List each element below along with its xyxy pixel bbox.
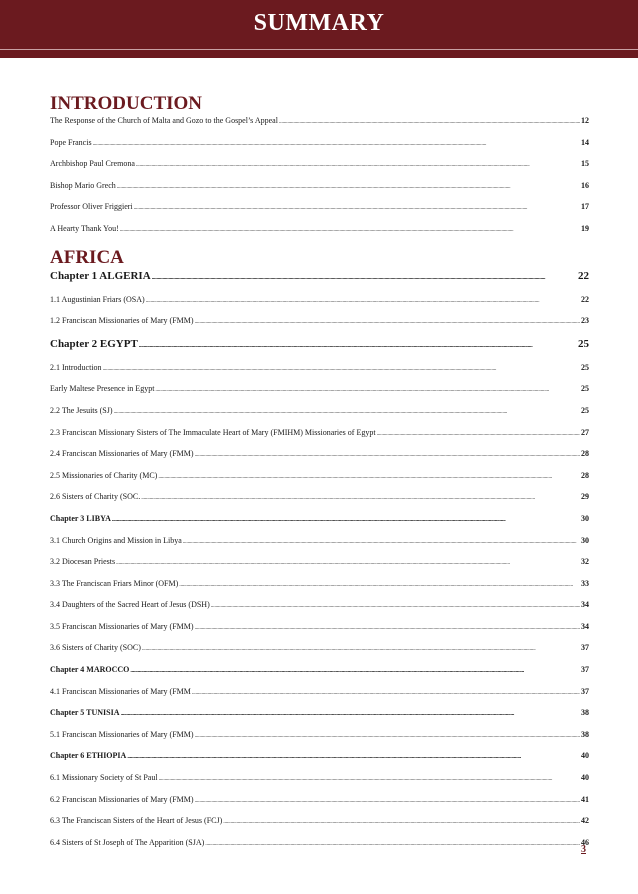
dot-leader bbox=[139, 338, 577, 350]
toc-entry-label: 4.1 Franciscan Missionaries of Mary (FMM bbox=[50, 686, 191, 696]
toc-entry[interactable] bbox=[50, 795, 589, 817]
dot-leader bbox=[120, 224, 580, 233]
toc-entry-page: 25 bbox=[578, 337, 589, 350]
toc-entry-page: 14 bbox=[581, 137, 589, 147]
toc-entry-page: 25 bbox=[581, 384, 589, 394]
dot-leader bbox=[116, 557, 580, 566]
toc-entry[interactable] bbox=[50, 492, 589, 514]
toc-entry[interactable] bbox=[50, 600, 589, 622]
toc-chapter-entry[interactable] bbox=[50, 514, 589, 536]
toc-entry[interactable] bbox=[50, 773, 589, 795]
dot-leader bbox=[103, 363, 580, 372]
toc-chapter-entry[interactable] bbox=[50, 270, 589, 295]
toc-entry[interactable] bbox=[50, 316, 589, 338]
toc-entry-page: 28 bbox=[581, 470, 589, 480]
toc-entry-page: 46 bbox=[581, 837, 589, 847]
toc-entry-page: 15 bbox=[581, 159, 589, 169]
toc-entry[interactable] bbox=[50, 687, 589, 709]
dot-leader bbox=[142, 643, 580, 652]
toc-entry[interactable] bbox=[50, 730, 589, 752]
toc-entry-label: Professor Oliver Friggieri bbox=[50, 202, 133, 212]
dot-leader bbox=[195, 316, 580, 325]
dot-leader bbox=[195, 449, 580, 458]
toc-entry-page: 12 bbox=[581, 116, 589, 125]
toc-entry-page: 22 bbox=[578, 269, 589, 282]
dot-leader bbox=[136, 159, 580, 168]
toc-entry-label: 3.5 Franciscan Missionaries of Mary (FMM) bbox=[50, 621, 194, 631]
toc-entry-page: 40 bbox=[581, 751, 589, 761]
dot-leader bbox=[179, 579, 580, 588]
toc-entry-label: 3.4 Daughters of the Sacred Heart of Jesus (DSH) bbox=[50, 600, 210, 610]
dot-leader bbox=[195, 730, 580, 739]
toc-entry[interactable] bbox=[50, 406, 589, 428]
toc-entry-page: 37 bbox=[581, 643, 589, 653]
toc-entry-label: Early Maltese Presence in Egypt bbox=[50, 384, 155, 394]
toc-entry-label: 2.6 Sisters of Charity (SOC. bbox=[50, 492, 141, 502]
dot-leader bbox=[158, 471, 580, 480]
toc-entry-label: Chapter 4 MAROCCO bbox=[50, 665, 130, 675]
toc-entry[interactable] bbox=[50, 557, 589, 579]
dot-leader bbox=[223, 816, 580, 825]
toc-entry[interactable] bbox=[50, 622, 589, 644]
dot-leader bbox=[93, 138, 580, 147]
dot-leader bbox=[377, 428, 580, 437]
page-title: SUMMARY bbox=[253, 10, 385, 36]
toc-entry[interactable] bbox=[50, 428, 589, 450]
toc-entry-label: 6.4 Sisters of St Joseph of The Apparition (SJA) bbox=[50, 837, 205, 847]
toc-entry[interactable] bbox=[50, 181, 589, 203]
toc-entry-page: 25 bbox=[581, 405, 589, 415]
toc-entry-page: 19 bbox=[581, 223, 589, 233]
header-divider bbox=[0, 49, 638, 50]
dot-leader bbox=[183, 536, 580, 545]
dot-leader bbox=[159, 773, 580, 782]
section-heading: INTRODUCTION bbox=[50, 93, 203, 114]
toc-entry-page: 40 bbox=[581, 773, 589, 783]
toc-entry-page: 42 bbox=[581, 816, 589, 826]
dot-leader bbox=[195, 795, 580, 804]
toc-chapter-entry[interactable] bbox=[50, 338, 589, 363]
dot-leader bbox=[130, 665, 580, 674]
dot-leader bbox=[195, 622, 580, 631]
toc-entry-page: 30 bbox=[581, 535, 589, 545]
toc-entry-label: 3.1 Church Origins and Mission in Libya bbox=[50, 535, 182, 545]
toc-entry-label: Chapter 1 ALGERIA bbox=[50, 269, 151, 282]
toc-entry-page: 22 bbox=[581, 294, 589, 304]
toc-entry[interactable] bbox=[50, 202, 589, 224]
toc-entry-label: 5.1 Franciscan Missionaries of Mary (FMM) bbox=[50, 729, 194, 739]
toc-entry-page: 37 bbox=[581, 665, 589, 675]
toc-entry[interactable] bbox=[50, 384, 589, 406]
toc-entry-label: 2.4 Franciscan Missionaries of Mary (FMM) bbox=[50, 449, 194, 459]
toc-chapter-entry[interactable] bbox=[50, 751, 589, 773]
toc-entry-label: 3.3 The Franciscan Friars Minor (OFM) bbox=[50, 578, 179, 588]
dot-leader bbox=[127, 751, 580, 760]
dot-leader bbox=[117, 181, 580, 190]
toc-entry-label: 3.2 Diocesan Priests bbox=[50, 557, 116, 567]
toc-entry-label: 1.1 Augustinian Friars (OSA) bbox=[50, 294, 145, 304]
toc-entry-page: 41 bbox=[581, 794, 589, 804]
dot-leader bbox=[146, 295, 580, 304]
dot-leader bbox=[112, 514, 580, 523]
toc-entry-page: 38 bbox=[581, 708, 589, 718]
toc-entry-label: Chapter 2 EGYPT bbox=[50, 337, 138, 350]
section-heading: AFRICA bbox=[50, 246, 124, 268]
toc-entry-label: The Response of the Church of Malta and Gozo to the Gospel’s Appeal bbox=[50, 116, 278, 125]
dot-leader bbox=[155, 384, 580, 393]
dot-leader bbox=[121, 708, 581, 717]
dot-leader bbox=[114, 406, 580, 415]
toc-entry[interactable] bbox=[50, 224, 589, 246]
toc-entry-page: 27 bbox=[581, 427, 589, 437]
dot-leader bbox=[205, 838, 580, 847]
toc-entry[interactable] bbox=[50, 138, 589, 160]
toc-entry-page: 29 bbox=[581, 492, 589, 502]
toc-entry-page: 33 bbox=[581, 578, 589, 588]
toc-entry[interactable] bbox=[50, 816, 589, 838]
toc-entry-page: 38 bbox=[581, 729, 589, 739]
dot-leader bbox=[192, 687, 580, 696]
toc-entry-label: 2.3 Franciscan Missionary Sisters of The Immaculate Heart of Mary (FMIHM) Missionaries of Egypt bbox=[50, 427, 376, 437]
toc-entry-page: 17 bbox=[581, 202, 589, 212]
toc-entry-page: 16 bbox=[581, 180, 589, 190]
toc-entry-label: 1.2 Franciscan Missionaries of Mary (FMM) bbox=[50, 316, 194, 326]
toc-entry[interactable] bbox=[50, 579, 589, 601]
table-of-contents bbox=[50, 92, 589, 859]
toc-entry-page: 25 bbox=[581, 362, 589, 372]
toc-entry-label: Archbishop Paul Cremona bbox=[50, 159, 135, 169]
dot-leader bbox=[279, 116, 580, 125]
toc-entry-label: 3.6 Sisters of Charity (SOC) bbox=[50, 643, 141, 653]
toc-entry-label: A Hearty Thank You! bbox=[50, 223, 119, 233]
dot-leader bbox=[211, 600, 580, 609]
toc-entry-page: 37 bbox=[581, 686, 589, 696]
toc-entry-page: 34 bbox=[581, 600, 589, 610]
toc-entry[interactable] bbox=[50, 116, 589, 138]
toc-entry[interactable] bbox=[50, 838, 589, 860]
toc-entry[interactable] bbox=[50, 363, 589, 385]
toc-entry-page: 32 bbox=[581, 557, 589, 567]
dot-leader bbox=[152, 270, 577, 282]
toc-entry-label: Pope Francis bbox=[50, 137, 92, 147]
toc-entry-label: 6.3 The Franciscan Sisters of the Heart of Jesus (FCJ) bbox=[50, 816, 223, 826]
toc-entry-label: Chapter 5 TUNISIA bbox=[50, 708, 120, 718]
toc-entry-label: 2.5 Missionaries of Charity (MC) bbox=[50, 470, 158, 480]
toc-entry-label: 6.1 Missionary Society of St Paul bbox=[50, 773, 158, 783]
toc-entry-label: 2.1 Introduction bbox=[50, 362, 102, 372]
toc-entry[interactable] bbox=[50, 159, 589, 181]
toc-entry-page: 30 bbox=[581, 513, 589, 523]
toc-entry-label: 6.2 Franciscan Missionaries of Mary (FMM) bbox=[50, 794, 194, 804]
toc-entry-page: 34 bbox=[581, 621, 589, 631]
toc-chapter-entry[interactable] bbox=[50, 665, 589, 687]
page-number: 3 bbox=[581, 844, 586, 855]
toc-entry[interactable] bbox=[50, 643, 589, 665]
toc-entry[interactable] bbox=[50, 471, 589, 493]
toc-entry-label: Bishop Mario Grech bbox=[50, 180, 116, 190]
toc-entry[interactable] bbox=[50, 295, 589, 317]
toc-entry-label: Chapter 6 ETHIOPIA bbox=[50, 751, 127, 761]
toc-entry[interactable] bbox=[50, 449, 589, 471]
toc-entry-label: 2.2 The Jesuits (SJ) bbox=[50, 405, 113, 415]
toc-entry[interactable] bbox=[50, 536, 589, 558]
toc-entry-label: Chapter 3 LIBYA bbox=[50, 513, 111, 523]
toc-entry-page: 28 bbox=[581, 449, 589, 459]
dot-leader bbox=[141, 492, 580, 501]
toc-entry-page: 23 bbox=[581, 316, 589, 326]
dot-leader bbox=[134, 202, 580, 211]
toc-chapter-entry[interactable] bbox=[50, 708, 589, 730]
